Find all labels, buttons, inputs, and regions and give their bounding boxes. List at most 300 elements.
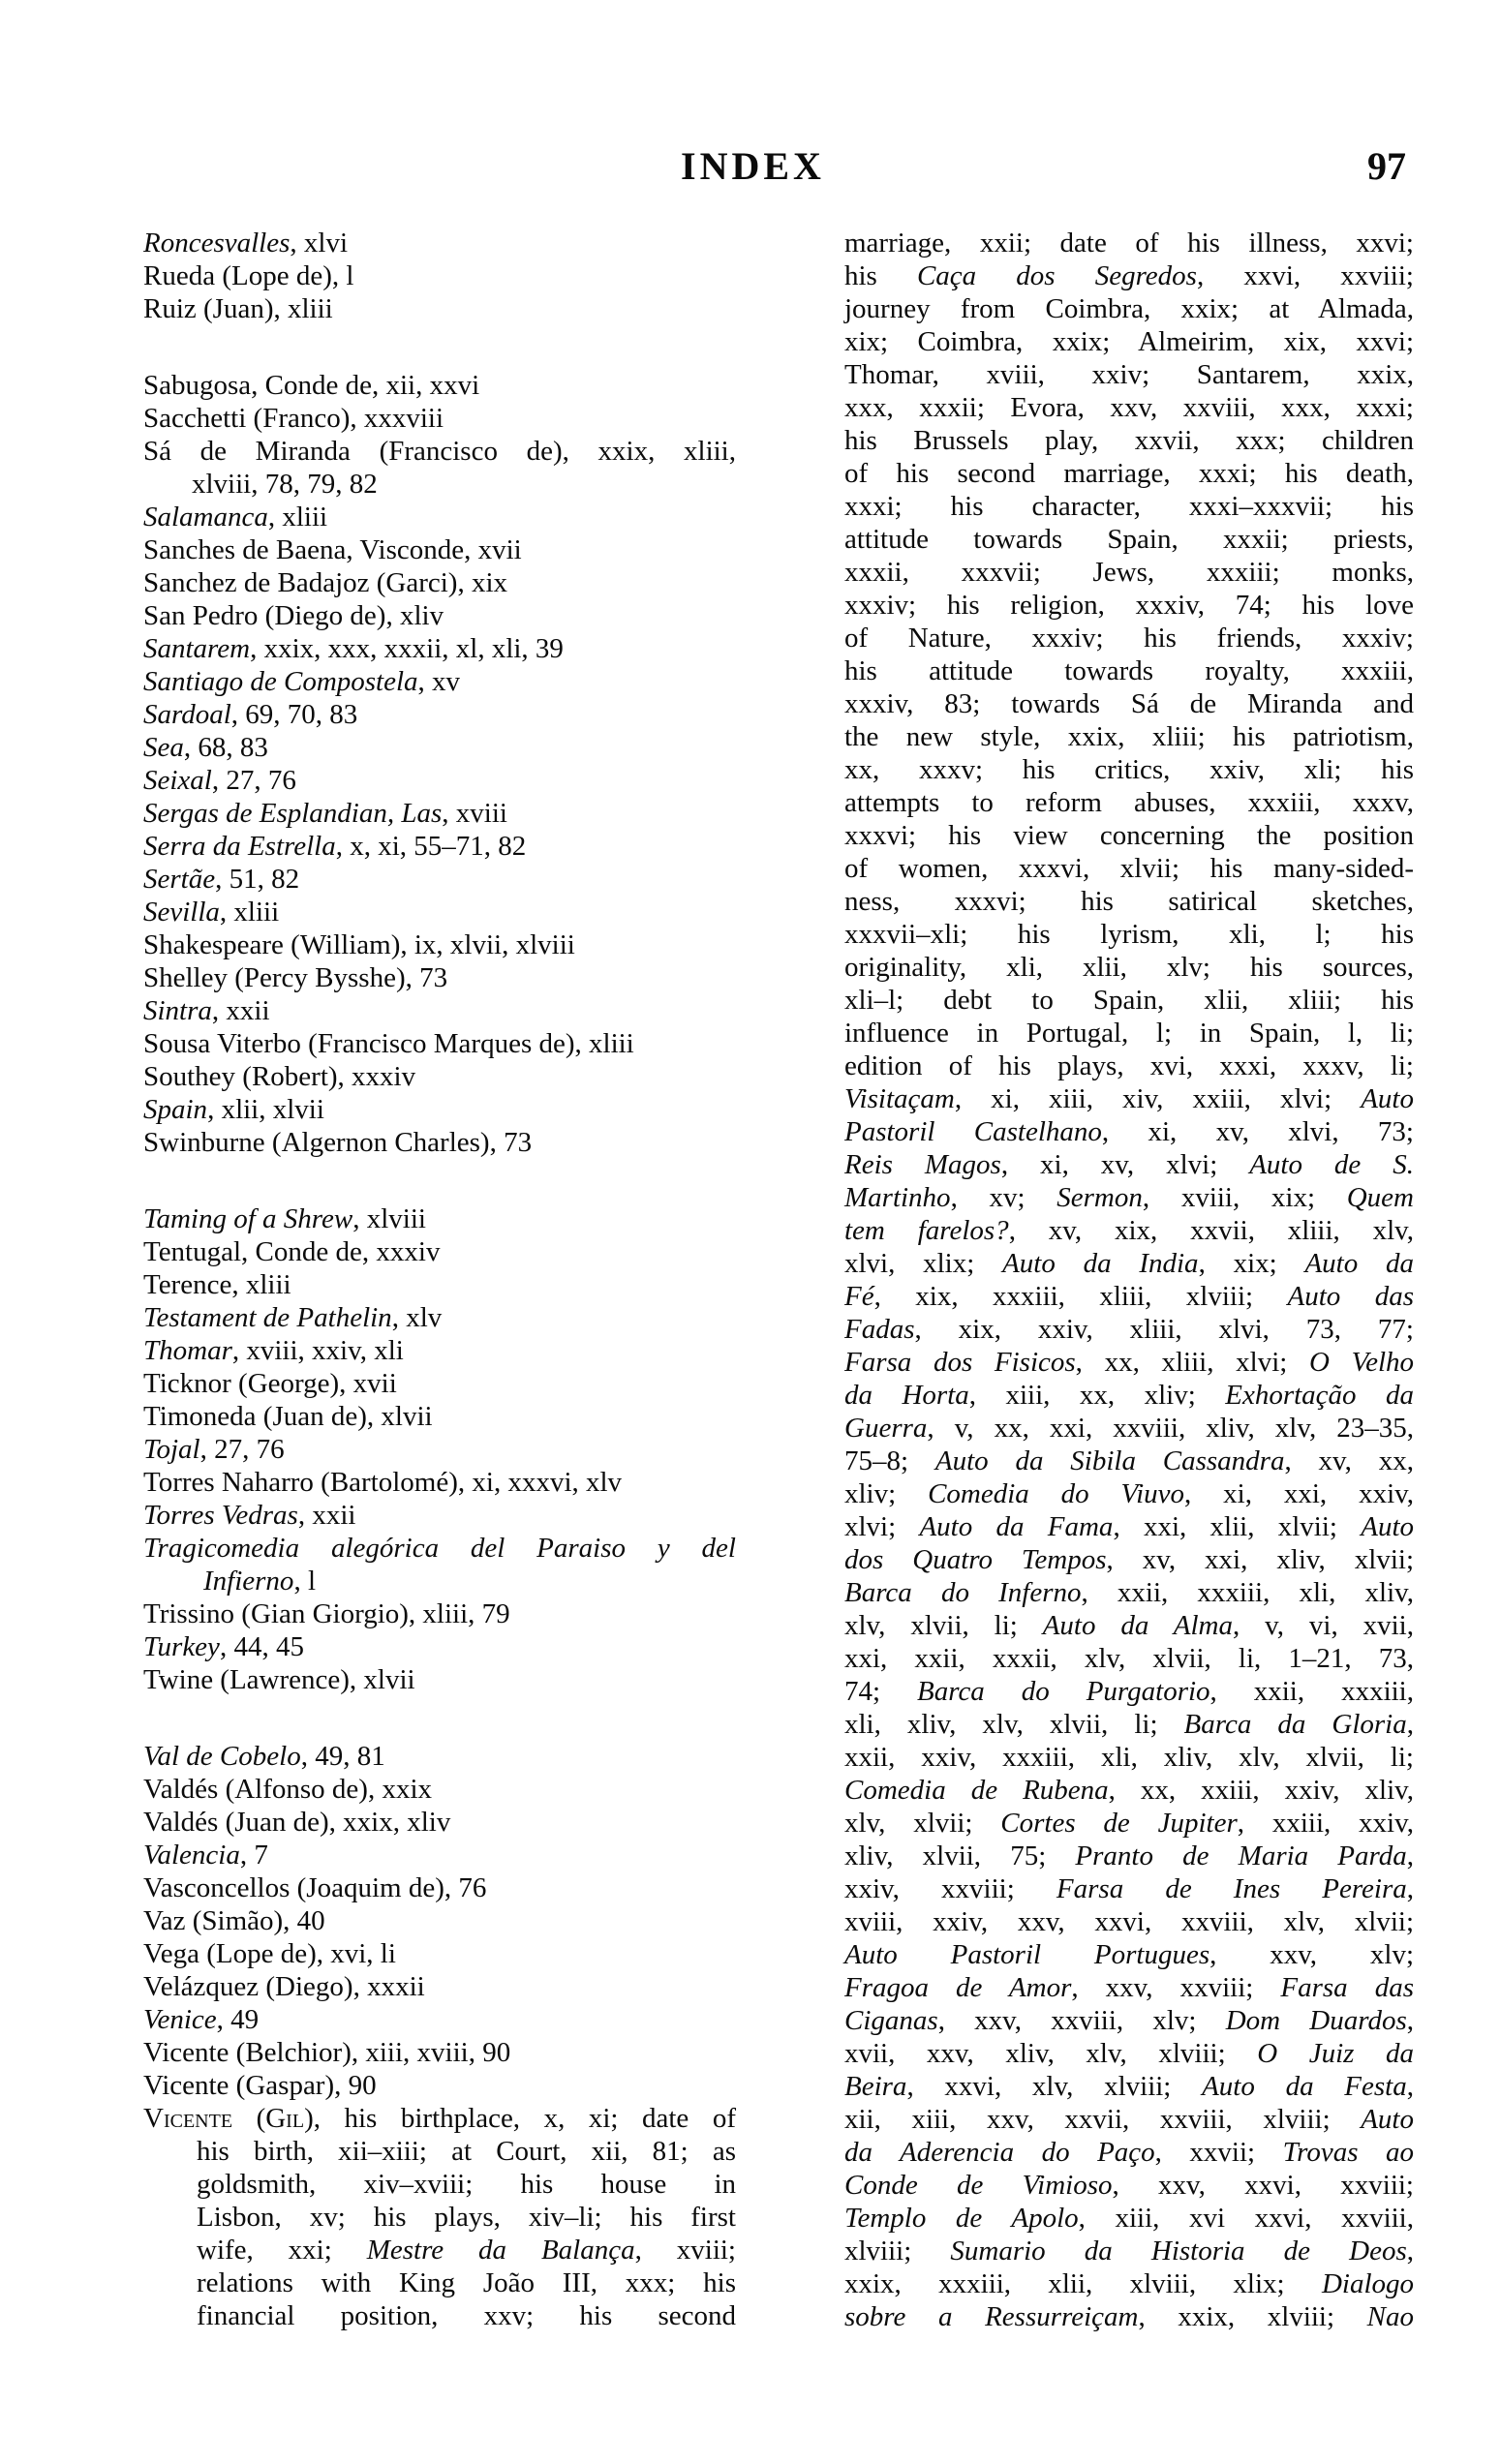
index-line xyxy=(143,1630,736,1663)
index-line xyxy=(844,786,1414,819)
index-line xyxy=(143,1806,736,1839)
italic-text: Farsa de Ines Pereira xyxy=(1056,1873,1407,1904)
plain-text: Shelley (Percy Bysshe), 73 xyxy=(143,962,448,993)
index-line xyxy=(844,984,1414,1017)
smallcaps-text: Vicente xyxy=(143,2103,233,2134)
index-line xyxy=(844,1675,1414,1708)
plain-text: his attitude towards royalty, xxxiii, xyxy=(844,655,1414,686)
index-line xyxy=(143,1773,736,1806)
plain-text: of his second marriage, xxxi; his death, xyxy=(844,458,1414,489)
italic-text: Pastoril Castelhano xyxy=(844,1116,1102,1147)
plain-text: Sá de Miranda (Francisco de), xxix, xliii, xyxy=(143,436,736,467)
index-line xyxy=(143,227,736,259)
plain-text: xx, xxxv; his critics, xxiv, xli; his xyxy=(844,754,1414,785)
index-line xyxy=(143,1400,736,1433)
index-line xyxy=(844,589,1414,622)
plain-text: goldsmith, xiv–xviii; his house in xyxy=(197,2169,736,2200)
index-line xyxy=(844,1181,1414,1214)
plain-text: Vicente (Belchior), xiii, xviii, 90 xyxy=(143,2037,511,2068)
index-line xyxy=(844,1049,1414,1082)
italic-text: Dom Duardos xyxy=(1225,2005,1407,2036)
italic-text: Venice xyxy=(143,2004,217,2035)
index-line xyxy=(844,424,1414,457)
index-line xyxy=(143,1532,736,1565)
index-line xyxy=(143,797,736,830)
plain-text: Tentugal, Conde de, xxxiv xyxy=(143,1236,441,1267)
plain-text: of women, xxxvi, xlvii; his many-sided- xyxy=(844,853,1414,884)
plain-text: Ticknor (George), xvii xyxy=(143,1368,397,1399)
plain-text: Vasconcellos (Joaquim de), 76 xyxy=(143,1872,487,1903)
plain-text: edition of his plays, xvi, xxxi, xxxv, li; xyxy=(844,1050,1414,1081)
plain-text: xliv, xlvii, 75; xyxy=(844,1840,1076,1871)
plain-text: , x, xi, 55–71, 82 xyxy=(335,831,527,862)
index-line xyxy=(143,863,736,896)
italic-text: Visitaçam xyxy=(844,1083,955,1114)
plain-text: , xxiii, xxiv, xyxy=(1237,1808,1414,1839)
plain-text: , xix; xyxy=(1198,1248,1305,1279)
italic-text: Serra da Estrella xyxy=(143,831,336,862)
plain-text: xli, xliv, xlv, xlvii, li; xyxy=(844,1709,1184,1740)
index-line xyxy=(143,2135,736,2168)
italic-text: Auto da India xyxy=(1002,1248,1199,1279)
index-line xyxy=(844,1214,1414,1247)
italic-text: Tojal xyxy=(143,1434,200,1465)
plain-text: Shakespeare (William), ix, xlvii, xlviii xyxy=(143,929,575,960)
plain-text: Valdés (Alfonso de), xxix xyxy=(143,1774,433,1805)
italic-text: Auto xyxy=(1361,1511,1415,1542)
plain-text: , xxii xyxy=(211,995,270,1026)
plain-text: , xx, xliii, xlvi; xyxy=(1075,1347,1309,1378)
index-line xyxy=(844,1840,1414,1872)
plain-text: influence in Portugal, l; in Spain, l, li; xyxy=(844,1018,1414,1049)
index-line xyxy=(844,2267,1414,2300)
plain-text: , xliii xyxy=(267,502,328,532)
plain-text: Vaz (Simão), 40 xyxy=(143,1905,325,1936)
index-line xyxy=(844,720,1414,753)
italic-text: Auto da Alma xyxy=(1042,1610,1233,1641)
index-line xyxy=(844,2103,1414,2136)
plain-text: , xlv xyxy=(391,1302,443,1333)
italic-text: Auto da Festa xyxy=(1202,2071,1407,2102)
index-entry-group xyxy=(143,227,736,325)
index-line xyxy=(844,918,1414,951)
italic-text: Trovas ao xyxy=(1282,2137,1414,2168)
index-line xyxy=(143,501,736,533)
index-line xyxy=(143,632,736,665)
italic-text: Sea xyxy=(143,732,184,763)
plain-text: , 68, 83 xyxy=(183,732,268,763)
index-entry-group xyxy=(143,1740,736,2332)
page-title: INDEX xyxy=(681,144,825,188)
index-line xyxy=(844,1642,1414,1675)
index-line xyxy=(844,1477,1414,1510)
plain-text: xviii, xxiv, xxv, xxvi, xxviii, xlv, xlvii; xyxy=(844,1906,1414,1937)
italic-text: Beira xyxy=(844,2071,907,2102)
italic-text: Pranto de Maria Parda xyxy=(1075,1840,1407,1871)
italic-text: da Horta xyxy=(844,1380,969,1411)
plain-text: , xviii; xyxy=(634,2235,736,2266)
index-line xyxy=(844,1082,1414,1115)
plain-text: , xv xyxy=(417,666,461,697)
index-line xyxy=(143,1937,736,1970)
plain-text: , 27, 76 xyxy=(199,1434,285,1465)
italic-text: Caça dos Segredos xyxy=(916,260,1197,291)
index-line xyxy=(844,457,1414,490)
plain-text: , xxii xyxy=(297,1500,356,1531)
plain-text: wife, xxi; xyxy=(197,2235,367,2266)
index-line xyxy=(844,2070,1414,2103)
index-line xyxy=(844,1346,1414,1379)
index-line xyxy=(143,1466,736,1499)
plain-text: xxxiv, 83; towards Sá de Miranda and xyxy=(844,688,1414,719)
index-line xyxy=(143,1597,736,1630)
plain-text: journey from Coimbra, xxix; at Almada, xyxy=(844,293,1414,324)
plain-text: , xx, xxiii, xxiv, xliv, xyxy=(1108,1775,1414,1806)
index-line xyxy=(844,556,1414,589)
plain-text: attitude towards Spain, xxxii; priests, xyxy=(844,524,1414,555)
index-line xyxy=(844,951,1414,984)
plain-text: attempts to reform abuses, xxxiii, xxxv, xyxy=(844,787,1414,818)
index-line xyxy=(844,1543,1414,1576)
plain-text: , xv; xyxy=(950,1182,1057,1213)
plain-text: , xv, xx, xyxy=(1284,1445,1414,1476)
index-line xyxy=(844,1609,1414,1642)
index-line xyxy=(143,566,736,599)
index-line xyxy=(844,753,1414,786)
page-number: 97 xyxy=(1367,144,1406,188)
plain-text: xliv; xyxy=(844,1478,929,1509)
index-line xyxy=(143,896,736,928)
index-line xyxy=(844,1774,1414,1807)
index-left-column xyxy=(143,227,736,2332)
plain-text: Valdés (Juan de), xxix, xliv xyxy=(143,1807,451,1838)
index-line xyxy=(143,994,736,1027)
italic-text: Auto xyxy=(1361,1083,1414,1114)
plain-text: xlv, xlvii, li; xyxy=(844,1610,1043,1641)
index-line xyxy=(143,2168,736,2201)
index-line xyxy=(844,1313,1414,1346)
italic-text: Conde de Vimioso xyxy=(844,2170,1113,2201)
plain-text: relations with King João III, xxx; his xyxy=(197,2267,736,2298)
index-line xyxy=(143,259,736,292)
index-line xyxy=(143,369,736,402)
italic-text: Exhortação da xyxy=(1225,1380,1415,1411)
plain-text: , xyxy=(1406,1840,1414,1871)
plain-text: Sanches de Baena, Visconde, xvii xyxy=(143,534,522,565)
plain-text: Vicente (Gaspar), 90 xyxy=(143,2070,377,2101)
italic-text: Auto xyxy=(1361,2104,1414,2135)
plain-text: Southey (Robert), xxxiv xyxy=(143,1061,416,1092)
index-line xyxy=(844,1017,1414,1049)
index-line xyxy=(844,2235,1414,2267)
plain-text: , xix, xxiv, xliii, xlvi, 73, 77; xyxy=(914,1314,1414,1345)
index-line xyxy=(143,1060,736,1093)
italic-text: Taming of a Shrew xyxy=(143,1203,353,1234)
italic-text: Infierno xyxy=(203,1566,294,1597)
index-line xyxy=(844,2300,1414,2333)
plain-text: xxi, xxii, xxxii, xlv, xlvii, li, 1–21, 73, xyxy=(844,1643,1414,1674)
plain-text: Swinburne (Algernon Charles), 73 xyxy=(143,1127,533,1158)
index-line xyxy=(844,1938,1414,1971)
plain-text: xlviii, 78, 79, 82 xyxy=(192,469,378,500)
italic-text: Thomar xyxy=(143,1335,232,1366)
plain-text: Sanchez de Badajoz (Garci), xix xyxy=(143,567,508,598)
index-line xyxy=(844,2037,1414,2070)
index-line xyxy=(143,2299,736,2332)
italic-text: Salamanca xyxy=(143,502,268,532)
plain-text: , xviii, xix; xyxy=(1142,1182,1347,1213)
index-line xyxy=(844,358,1414,391)
italic-text: Barca da Gloria xyxy=(1183,1709,1407,1740)
index-line xyxy=(844,1379,1414,1412)
italic-text: Fadas xyxy=(844,1314,915,1345)
plain-text: , xxv, xxvi, xxviii; xyxy=(1112,2170,1414,2201)
italic-text: Santiago de Compostela xyxy=(143,666,418,697)
plain-text: xxiv, xxviii; xyxy=(844,1873,1056,1904)
index-line xyxy=(844,885,1414,918)
plain-text: , 49, 81 xyxy=(300,1741,385,1772)
index-line xyxy=(143,1301,736,1334)
italic-text: Sumario da Historia de Deos xyxy=(950,2236,1407,2266)
index-line xyxy=(143,1126,736,1159)
index-line xyxy=(844,687,1414,720)
plain-text: , xv, xix, xxvii, xliii, xlv, xyxy=(1008,1215,1414,1246)
italic-text: Guerra xyxy=(844,1413,928,1444)
italic-text: da Aderencia do Paço xyxy=(844,2137,1155,2168)
plain-text: Ruiz (Juan), xliii xyxy=(143,293,333,324)
plain-text: , xi, xiii, xiv, xxiii, xlvi; xyxy=(954,1083,1362,1114)
index-line xyxy=(143,292,736,325)
plain-text: , 27, 76 xyxy=(211,765,296,796)
italic-text: Santarem xyxy=(143,633,251,664)
plain-text: , xyxy=(1406,2005,1414,2036)
index-line xyxy=(143,1565,736,1597)
plain-text: , xix, xxxiii, xliii, xlviii; xyxy=(873,1281,1288,1312)
plain-text: xlv, xlvii; xyxy=(844,1808,1001,1839)
plain-text: , xlviii xyxy=(352,1203,426,1234)
italic-text: Sergas de Esplandian, Las xyxy=(143,798,443,829)
italic-text: Farsa dos Fisicos xyxy=(844,1347,1076,1378)
plain-text: his Brussels play, xxvii, xxx; children xyxy=(844,425,1414,456)
italic-text: Sardoal xyxy=(143,699,231,730)
italic-text: Tragicomedia alegórica del Paraiso y del xyxy=(143,1533,736,1564)
plain-text: xix; Coimbra, xxix; Almeirim, xix, xxvi; xyxy=(844,326,1414,357)
index-line xyxy=(143,2102,736,2135)
italic-text: Auto de S. xyxy=(1249,1149,1414,1180)
italic-text: Sevilla xyxy=(143,897,220,928)
index-line xyxy=(844,1115,1414,1148)
italic-text: Auto da xyxy=(1304,1248,1414,1279)
plain-text: San Pedro (Diego de), xliv xyxy=(143,600,444,631)
index-line xyxy=(143,1740,736,1773)
plain-text: Lisbon, xv; his plays, xiv–li; his first xyxy=(197,2202,736,2233)
plain-text: , v, vi, xvii, xyxy=(1232,1610,1414,1641)
plain-text: , xliii xyxy=(219,897,280,928)
index-line xyxy=(844,259,1414,292)
plain-text: , xyxy=(1406,2071,1414,2102)
index-line xyxy=(844,1148,1414,1181)
plain-text: , 69, 70, 83 xyxy=(230,699,358,730)
index-line xyxy=(143,731,736,764)
index-line xyxy=(143,1334,736,1367)
plain-text: , xviii xyxy=(442,798,507,829)
italic-text: Barca do Inferno xyxy=(844,1577,1082,1608)
italic-text: Barca do Purgatorio xyxy=(917,1676,1210,1707)
italic-text: Sertãe xyxy=(143,864,216,895)
index-line xyxy=(143,599,736,632)
plain-text: xxxvi; his view concerning the position xyxy=(844,820,1414,851)
plain-text: , xi, xv, xlvi; xyxy=(1000,1149,1250,1180)
index-entry-group xyxy=(844,227,1414,2333)
index-line xyxy=(844,1247,1414,1280)
plain-text: , l xyxy=(293,1566,316,1597)
plain-text: xvii, xxv, xliv, xlv, xlviii; xyxy=(844,2038,1258,2069)
index-line xyxy=(143,698,736,731)
italic-text: Dialogo xyxy=(1321,2268,1414,2299)
index-line xyxy=(143,1093,736,1126)
italic-text: Auto Pastoril Portugues xyxy=(844,1939,1210,1970)
plain-text: xlvi; xyxy=(844,1511,920,1542)
plain-text: , xxvii; xyxy=(1154,2137,1283,2168)
index-line xyxy=(143,1433,736,1466)
plain-text: Sousa Viterbo (Francisco Marques de), xliii xyxy=(143,1028,634,1059)
index-line xyxy=(143,1871,736,1904)
index-line xyxy=(143,928,736,961)
italic-text: Turkey xyxy=(143,1631,220,1662)
index-line xyxy=(143,533,736,566)
plain-text: , xxii, xxxiii, xli, xliv, xyxy=(1081,1577,1414,1608)
plain-text: financial position, xxv; his second xyxy=(197,2300,736,2331)
italic-text: Ciganas xyxy=(844,2005,938,2036)
italic-text: O Velho xyxy=(1308,1347,1415,1378)
index-line xyxy=(143,468,736,501)
index-entry-group xyxy=(143,369,736,1159)
index-line xyxy=(844,1445,1414,1477)
plain-text: , xxix, xxx, xxxii, xl, xli, 39 xyxy=(250,633,564,664)
index-line xyxy=(844,622,1414,654)
plain-text: , xi, xv, xlvi, 73; xyxy=(1101,1116,1414,1147)
plain-text: , xxv, xlv; xyxy=(1209,1939,1414,1970)
index-line xyxy=(143,435,736,468)
italic-text: Farsa das xyxy=(1280,1972,1414,2003)
plain-text: xli–l; debt to Spain, xlii, xliii; his xyxy=(844,985,1414,1016)
index-line xyxy=(844,1576,1414,1609)
plain-text: Rueda (Lope de), l xyxy=(143,260,354,291)
index-line xyxy=(844,1412,1414,1445)
index-line xyxy=(844,292,1414,325)
plain-text: , 51, 82 xyxy=(215,864,300,895)
italic-text: Comedia do Viuvo xyxy=(928,1478,1185,1509)
index-line xyxy=(844,654,1414,687)
index-line xyxy=(143,665,736,698)
index-line xyxy=(844,1971,1414,2004)
plain-text: , xxvi, xxviii; xyxy=(1196,260,1414,291)
index-line xyxy=(143,1367,736,1400)
index-line xyxy=(844,1741,1414,1774)
italic-text: Seixal xyxy=(143,765,212,796)
index-line xyxy=(143,1202,736,1235)
plain-text: , xviii, xxiv, xli xyxy=(231,1335,404,1366)
index-line xyxy=(844,2004,1414,2037)
index-line xyxy=(143,764,736,797)
index-line xyxy=(844,819,1414,852)
italic-text: Cortes de Jupiter xyxy=(1000,1808,1238,1839)
plain-text: , xxii, xxxiii, xyxy=(1209,1676,1414,1707)
plain-text: ), his birthplace, x, xi; date of xyxy=(304,2103,736,2134)
index-line xyxy=(143,1904,736,1937)
plain-text: xxxii, xxxvii; Jews, xxxiii; monks, xyxy=(844,557,1414,588)
plain-text: , xi, xxi, xxiv, xyxy=(1184,1478,1414,1509)
plain-text: xii, xiii, xxv, xxvii, xxviii, xlviii; xyxy=(844,2104,1362,2135)
page-header xyxy=(0,143,1500,201)
index-line xyxy=(844,1708,1414,1741)
index-line xyxy=(844,1807,1414,1840)
plain-text: Timoneda (Juan de), xlvii xyxy=(143,1401,433,1432)
plain-text: , xxv, xxviii, xlv; xyxy=(937,2005,1226,2036)
plain-text: , xyxy=(1406,1873,1415,1904)
index-right-column xyxy=(844,227,1414,2333)
italic-text: Auto das xyxy=(1287,1281,1414,1312)
plain-text: Sacchetti (Franco), xxxviii xyxy=(143,403,444,434)
italic-text: Val de Cobelo xyxy=(143,1741,301,1772)
plain-text: , xxix, xlviii; xyxy=(1138,2301,1367,2332)
plain-text: 74; xyxy=(844,1676,918,1707)
plain-text: his birth, xii–xiii; at Court, xii, 81; as xyxy=(197,2136,736,2167)
index-line xyxy=(844,852,1414,885)
italic-text: Sintra xyxy=(143,995,212,1026)
smallcaps-text: Gil xyxy=(265,2103,305,2134)
index-line xyxy=(844,1872,1414,1905)
plain-text: the new style, xxix, xliii; his patriotism, xyxy=(844,721,1414,752)
italic-text: Reis Magos xyxy=(844,1149,1001,1180)
plain-text: ness, xxxvi; his satirical sketches, xyxy=(844,886,1414,917)
index-line xyxy=(844,391,1414,424)
plain-text: , xiii, xx, xliv; xyxy=(968,1380,1226,1411)
plain-text: , xyxy=(1406,1709,1414,1740)
index-line xyxy=(143,961,736,994)
index-line xyxy=(844,2169,1414,2202)
index-line xyxy=(143,2234,736,2266)
index-line xyxy=(143,830,736,863)
index-line xyxy=(844,523,1414,556)
plain-text: xxix, xxxiii, xlii, xlviii, xlix; xyxy=(844,2268,1322,2299)
plain-text: Velázquez (Diego), xxxii xyxy=(143,1971,425,2002)
italic-text: Fé xyxy=(844,1281,874,1312)
index-line xyxy=(143,1839,736,1871)
index-line xyxy=(143,1499,736,1532)
plain-text: Sabugosa, Conde de, xii, xxvi xyxy=(143,370,480,401)
index-line xyxy=(844,1510,1414,1543)
italic-text: Martinho xyxy=(844,1182,951,1213)
index-line xyxy=(143,2069,736,2102)
plain-text: , xlii, xlvii xyxy=(207,1094,324,1125)
plain-text: , xv, xxi, xliv, xlvii; xyxy=(1106,1544,1414,1575)
index-line xyxy=(844,2202,1414,2235)
plain-text: Twine (Lawrence), xlvii xyxy=(143,1664,415,1695)
plain-text: , 7 xyxy=(239,1840,268,1871)
italic-text: Auto da Fama xyxy=(919,1511,1114,1542)
italic-text: Valencia xyxy=(143,1840,240,1871)
plain-text: Trissino (Gian Giorgio), xliii, 79 xyxy=(143,1598,510,1629)
plain-text: , xiii, xvi xxvi, xxviii, xyxy=(1078,2203,1414,2234)
plain-text: xxxvii–xli; his lyrism, xli, l; his xyxy=(844,919,1414,950)
plain-text: , xxvi, xlv, xlviii; xyxy=(906,2071,1203,2102)
italic-text: Spain xyxy=(143,1094,208,1125)
index-line xyxy=(844,2136,1414,2169)
plain-text: xxii, xxiv, xxxiii, xli, xliv, xlv, xlvii, li; xyxy=(844,1742,1414,1773)
index-line xyxy=(143,2201,736,2234)
plain-text: Thomar, xviii, xxiv; Santarem, xxix, xyxy=(844,359,1414,390)
